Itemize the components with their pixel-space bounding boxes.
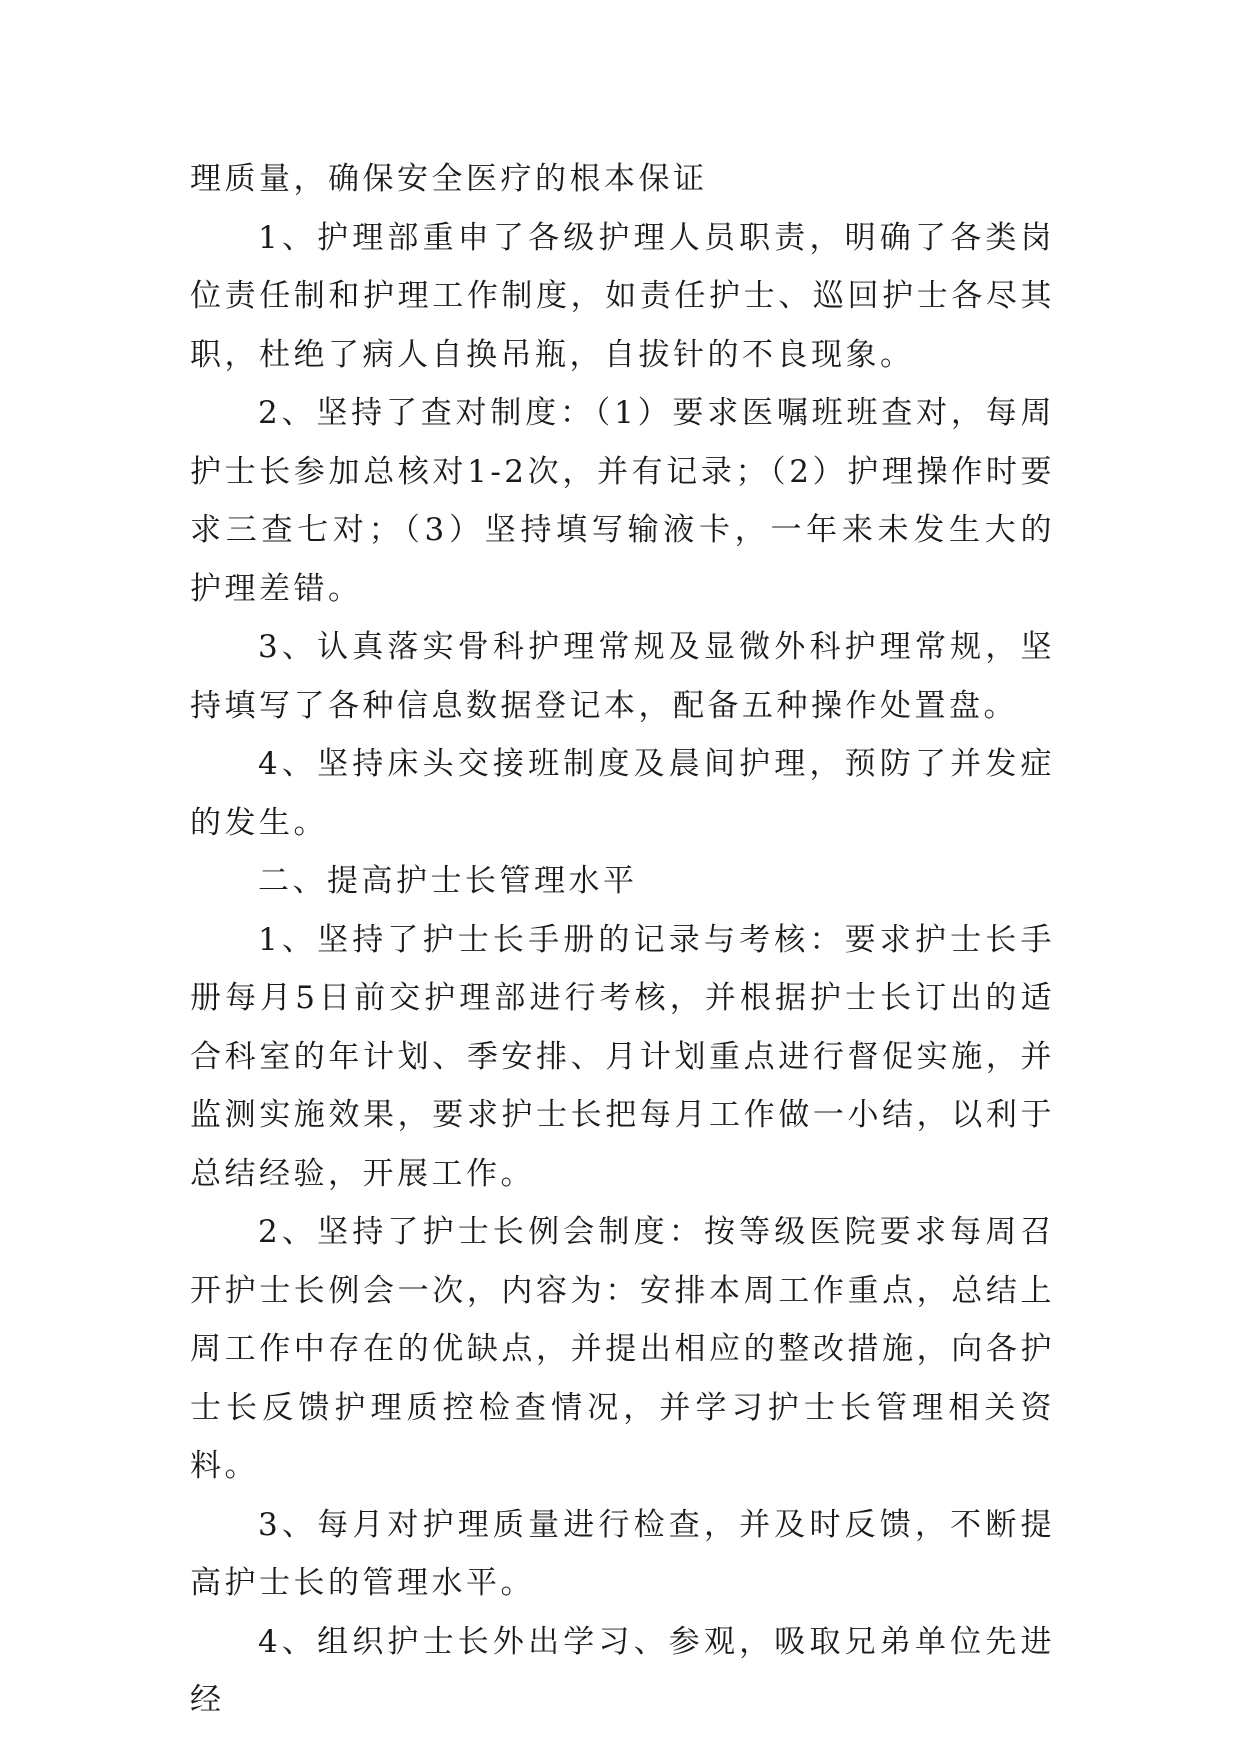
document-body — [190, 150, 1055, 1730]
paragraph-item-3: 3、每月对护理质量进行检查，并及时反馈，不断提高护士长的管理水平。 — [190, 1506, 1055, 1601]
paragraph-item-3: 3、认真落实骨科护理常规及显微外科护理常规，坚持填写了各种信息数据登记本，配备五种操作处置盘。 — [190, 629, 1055, 724]
paragraph-item-1: 1、坚持了护士长手册的记录与考核：要求护士长手册每月5日前交护理部进行考核，并根据护士长订出的适合科室的年计划、季安排、月计划重点进行督促实施，并监测实施效果，要求护士长把每月工作做一小结，以利于总结经验，开展工作。 — [190, 921, 1055, 1192]
paragraph-item-2: 2、坚持了护士长例会制度：按等级医院要求每周召开护士长例会一次，内容为：安排本周工作重点，总结上周工作中存在的优缺点，并提出相应的整改措施，向各护士长反馈护理质控检查情况，并学习护士长管理相关资料。 — [190, 1214, 1055, 1484]
paragraph-item-1: 1、护理部重申了各级护理人员职责，明确了各类岗位责任制和护理工作制度，如责任护士、巡回护士各尽其职，杜绝了病人自换吊瓶，自拔针的不良现象。 — [190, 219, 1055, 373]
paragraph-continuation: 理质量，确保安全医疗的根本保证 — [190, 161, 708, 197]
paragraph-item-2: 2、坚持了查对制度：（1）要求医嘱班班查对，每周护士长参加总核对1-2次，并有记录；（2）护理操作时要求三查七对；（3）坚持填写输液卡，一年来未发生大的护理差错。 — [190, 395, 1055, 607]
paragraph-item-4: 4、坚持床头交接班制度及晨间护理，预防了并发症的发生。 — [190, 746, 1055, 841]
section-heading: 二、提高护士长管理水平 — [258, 863, 638, 899]
paragraph-item-4: 4、组织护士长外出学习、参观，吸取兄弟单位先进经 — [190, 1623, 1055, 1718]
